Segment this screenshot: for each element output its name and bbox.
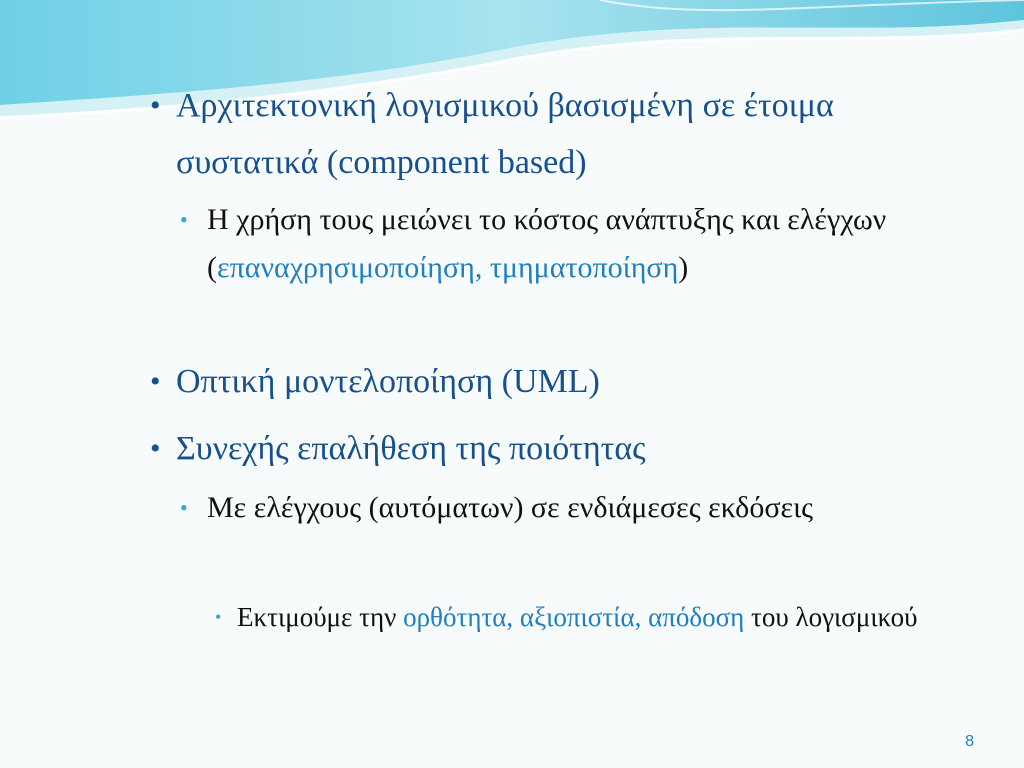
bullet-level2: [180, 484, 980, 532]
page-number: 8: [965, 733, 974, 750]
text-segment: του λογισμικού: [744, 602, 918, 632]
bullet-text: [237, 596, 965, 639]
bullet-level2: [180, 196, 980, 292]
bullet-text: [207, 196, 980, 292]
bullet-dot-icon: •: [150, 89, 161, 122]
bullet-dot-icon: •: [180, 207, 188, 232]
highlighted-text: ορθότητα, αξιοπιστία, απόδοση: [403, 602, 745, 632]
bullet-dot-icon: •: [180, 495, 188, 520]
bullet-level1: [150, 353, 970, 410]
bullet-level1: [150, 77, 970, 191]
bullet-dot-icon: •: [150, 432, 161, 465]
bullet-level3: [215, 596, 965, 639]
bullet-dot-icon: •: [215, 607, 222, 627]
bullet-text: Αρχιτεκτονική λογισμικού βασισμένη σε έτοιμα συστατικά (component based): [176, 87, 834, 181]
text-segment: Εκτιμούμε την: [237, 602, 404, 632]
text-segment: ): [678, 251, 689, 284]
bullet-text: Συνεχής επαλήθεση της ποιότητας: [176, 430, 646, 467]
bullet-level1: [150, 420, 970, 477]
highlighted-text: επαναχρησιμοποίηση, τμηματοποίηση: [217, 251, 679, 284]
bullet-text: Οπτική μοντελοποίηση (UML): [176, 363, 600, 400]
bullet-text: Με ελέγχους (αυτόματων) σε ενδιάμεσες εκδόσεις: [207, 491, 814, 524]
bullet-dot-icon: •: [150, 365, 161, 398]
text-segment: Η χρήση τους μειώνει το κόστος ανάπτυξης και ελέγχων (: [207, 203, 887, 284]
